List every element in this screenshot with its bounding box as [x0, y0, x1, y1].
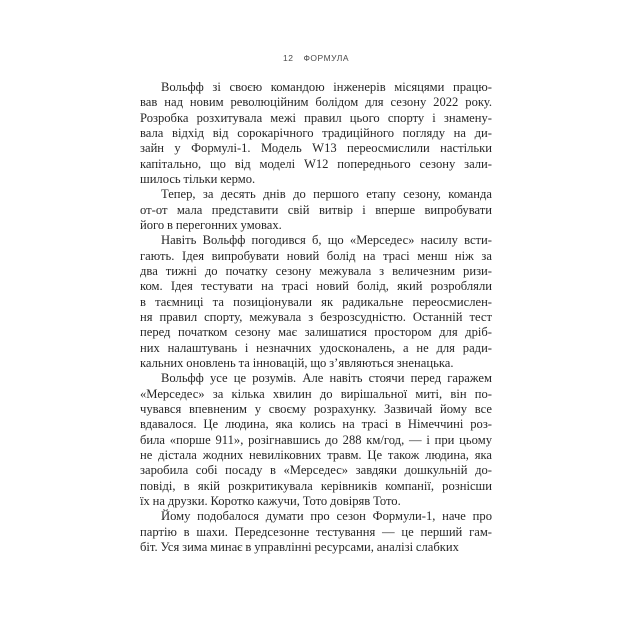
text-line-p3-l1: Навіть Вольфф погодився б, що «Мерседес» насилу всти-: [161, 233, 492, 248]
text-line-p2-l1: Тепер, за десять днів до першого етапу сезону, команда: [161, 187, 492, 202]
text-line-p5-l2: партію в шахи. Передсезонне тестування — це перший гам-: [140, 524, 492, 539]
text-line-p1-l7: шилось тільки кермо.: [140, 171, 256, 186]
text-line-p3-l2: гають. Ідея випробувати новий болід на трасі менш ніж за: [140, 248, 492, 263]
text-line-p4-l9: їх на друзки. Коротко кажучи, Тото довіряв Тото.: [140, 493, 401, 508]
text-line-p4-l8: повіді, в якій розкритикувала керівників компанії, рознісши: [140, 478, 492, 493]
text-line-p5-l3: біт. Уся зима минає в управлінні ресурсами, аналізі слабких: [140, 539, 459, 554]
text-line-p4-l3: чувався впевненим у своєму розрахунку. Зазвичай йому все: [140, 401, 492, 416]
text-line-p4-l4: вдавалося. Це людина, яка колись на трасі в Німеччині роз-: [140, 417, 492, 432]
text-line-p5-l1: Йому подобалося думати про сезон Формули-1, наче про: [161, 509, 492, 524]
text-line-p1-l2: вав над новим революційним болідом для сезону 2022 року.: [140, 95, 492, 110]
text-line-p3-l6: ня правил спорту, межувала з безрозсудністю. Останній тест: [140, 309, 492, 324]
text-line-p2-l3: його в перегонних умовах.: [140, 217, 282, 232]
text-line-p1-l1: Вольфф зі своєю командою інженерів місяцями працю-: [161, 80, 492, 94]
text-line-p1-l4: вала відхід від сорокарічного традиційного погляду на ди-: [140, 125, 492, 140]
running-head: [140, 53, 492, 64]
text-line-p3-l8: них налаштувань і незначних удосконалень, а не для ради-: [140, 340, 492, 355]
running-title: ФОРМУЛА: [303, 53, 350, 63]
body-text-block: [140, 80, 492, 555]
text-line-p4-l7: заробила собі посаду в «Мерседес» завдяки дошкульній до-: [140, 463, 492, 478]
text-line-p3-l7: перед початком сезону має залишатися простором для дріб-: [140, 325, 492, 340]
text-line-p3-l5: в таємниці та позиціонували як радикальне переосмислен-: [140, 294, 492, 309]
text-line-p4-l5: била «порше 911», розігнавшись до 288 км/год, — і при цьому: [140, 432, 492, 447]
text-line-p3-l3: два тижні до початку сезону межувала з величезним ризи-: [140, 263, 492, 278]
text-line-p4-l2: «Мерседес» за кілька хвилин до вирішальної миті, він по-: [140, 386, 492, 401]
text-line-p2-l2: от-от мала представити свій витвір і вперше випробувати: [140, 202, 492, 217]
text-line-p1-l5: зайн у Формулі-1. Модель W13 переосмислили настільки: [140, 141, 492, 156]
text-line-p3-l9: кальних оновлень та інновацій, що з’являються зненацька.: [140, 355, 454, 370]
text-line-p4-l1: Вольфф усе це розумів. Але навіть стоячи перед гаражем: [161, 371, 492, 386]
page-number: 12: [282, 53, 294, 63]
text-line-p1-l3: Розробка розхитувала межі правил цього спорту і знамену-: [140, 110, 492, 125]
text-line-p4-l6: не дістала жодних невиліковних травм. Це також людина, яка: [140, 447, 492, 462]
text-line-p3-l4: ком. Ідея тестувати на трасі новий болід, який розробляли: [140, 279, 492, 294]
text-line-p1-l6: капітально, що від моделі W12 попереднього сезону зали-: [140, 156, 492, 171]
